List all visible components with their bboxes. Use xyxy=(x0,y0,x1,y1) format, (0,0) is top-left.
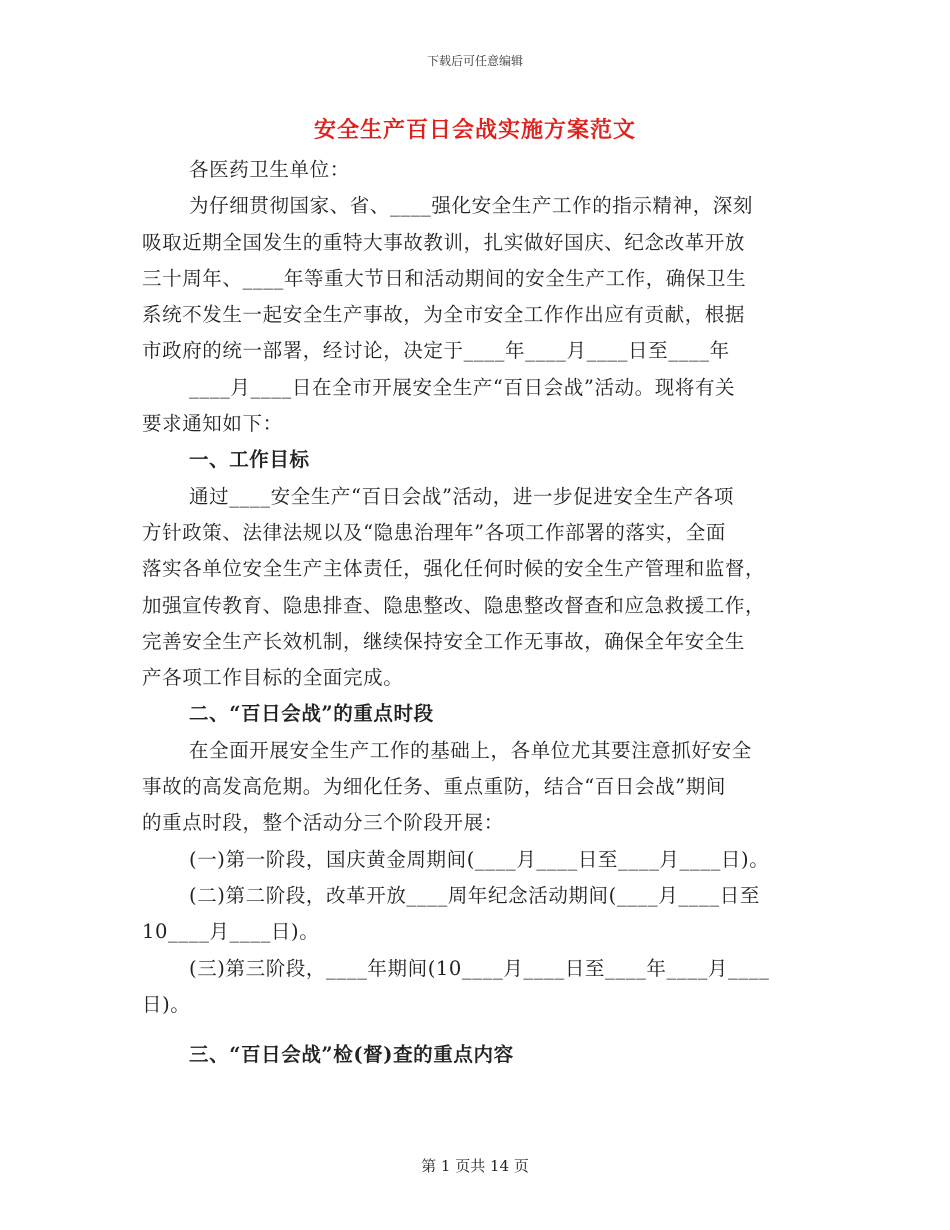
paragraph-line: ____月____日在全市开展安全生产“百日会战”活动。现将有关 xyxy=(189,375,736,399)
page-number: 第 1 页共 14 页 xyxy=(421,1157,529,1175)
paragraph-line: 事故的高发高危期。为细化任务、重点重防，结合“百日会战”期间 xyxy=(142,775,726,799)
paragraph-line: 市政府的统一部署，经讨论，决定于____年____月____日至____年 xyxy=(142,339,730,363)
phase-item: (二)第二阶段，改革开放____周年纪念活动期间(____月____日至 xyxy=(189,883,760,907)
paragraph-line: 为仔细贯彻国家、省、____强化安全生产工作的指示精神，深刻 xyxy=(189,194,754,218)
paragraph-line: 加强宣传教育、隐患排查、隐患整改、隐患整改督查和应急救援工作， xyxy=(142,593,766,617)
paragraph-line: 落实各单位安全生产主体责任，强化任何时候的安全生产管理和监督， xyxy=(142,557,766,581)
paragraph-line: 方针政策、法律法规以及“隐患治理年”各项工作部署的落实，全面 xyxy=(142,520,726,544)
section-heading: 一、工作目标 xyxy=(189,448,310,472)
document-body xyxy=(142,152,810,1073)
section-heading: 三、“百日会战”检(督)查的重点内容 xyxy=(189,1043,514,1067)
section-heading: 二、“百日会战”的重点时段 xyxy=(189,702,434,726)
paragraph-line: 要求通知如下： xyxy=(142,412,283,436)
paragraph-line: 系统不发生一起安全生产事故，为全市安全工作作出应有贡献，根据 xyxy=(142,303,746,327)
paragraph-line: 在全面开展安全生产工作的基础上，各单位尤其要注意抓好安全 xyxy=(189,738,752,762)
phase-item: (一)第一阶段，国庆黄金周期间(____月____日至____月____日)。 xyxy=(189,847,770,871)
paragraph-line: 完善安全生产长效机制，继续保持安全工作无事故，确保全年安全生 xyxy=(142,629,746,653)
spacer xyxy=(142,1023,810,1037)
document-title: 安全生产百日会战实施方案范文 xyxy=(313,117,636,143)
paragraph-line: 通过____安全生产“百日会战”活动，进一步促进安全生产各项 xyxy=(189,484,734,508)
phase-item: (三)第三阶段，____年期间(10____月____日至____年____月____ xyxy=(189,956,770,980)
paragraph-line: 的重点时段，整个活动分三个阶段开展： xyxy=(142,811,504,835)
paragraph-line: 日)。 xyxy=(142,992,191,1016)
paragraph-line: 10____月____日)。 xyxy=(142,920,320,944)
header-note: 下载后可任意编辑 xyxy=(426,54,523,68)
paragraph-line: 吸取近期全国发生的重特大事故教训，扎实做好国庆、纪念改革开放 xyxy=(142,230,746,254)
paragraph-line: 产各项工作目标的全面完成。 xyxy=(142,666,404,690)
salutation: 各医药卫生单位： xyxy=(189,158,350,181)
paragraph-line: 三十周年、____年等重大节日和活动期间的安全生产工作，确保卫生 xyxy=(142,266,747,290)
